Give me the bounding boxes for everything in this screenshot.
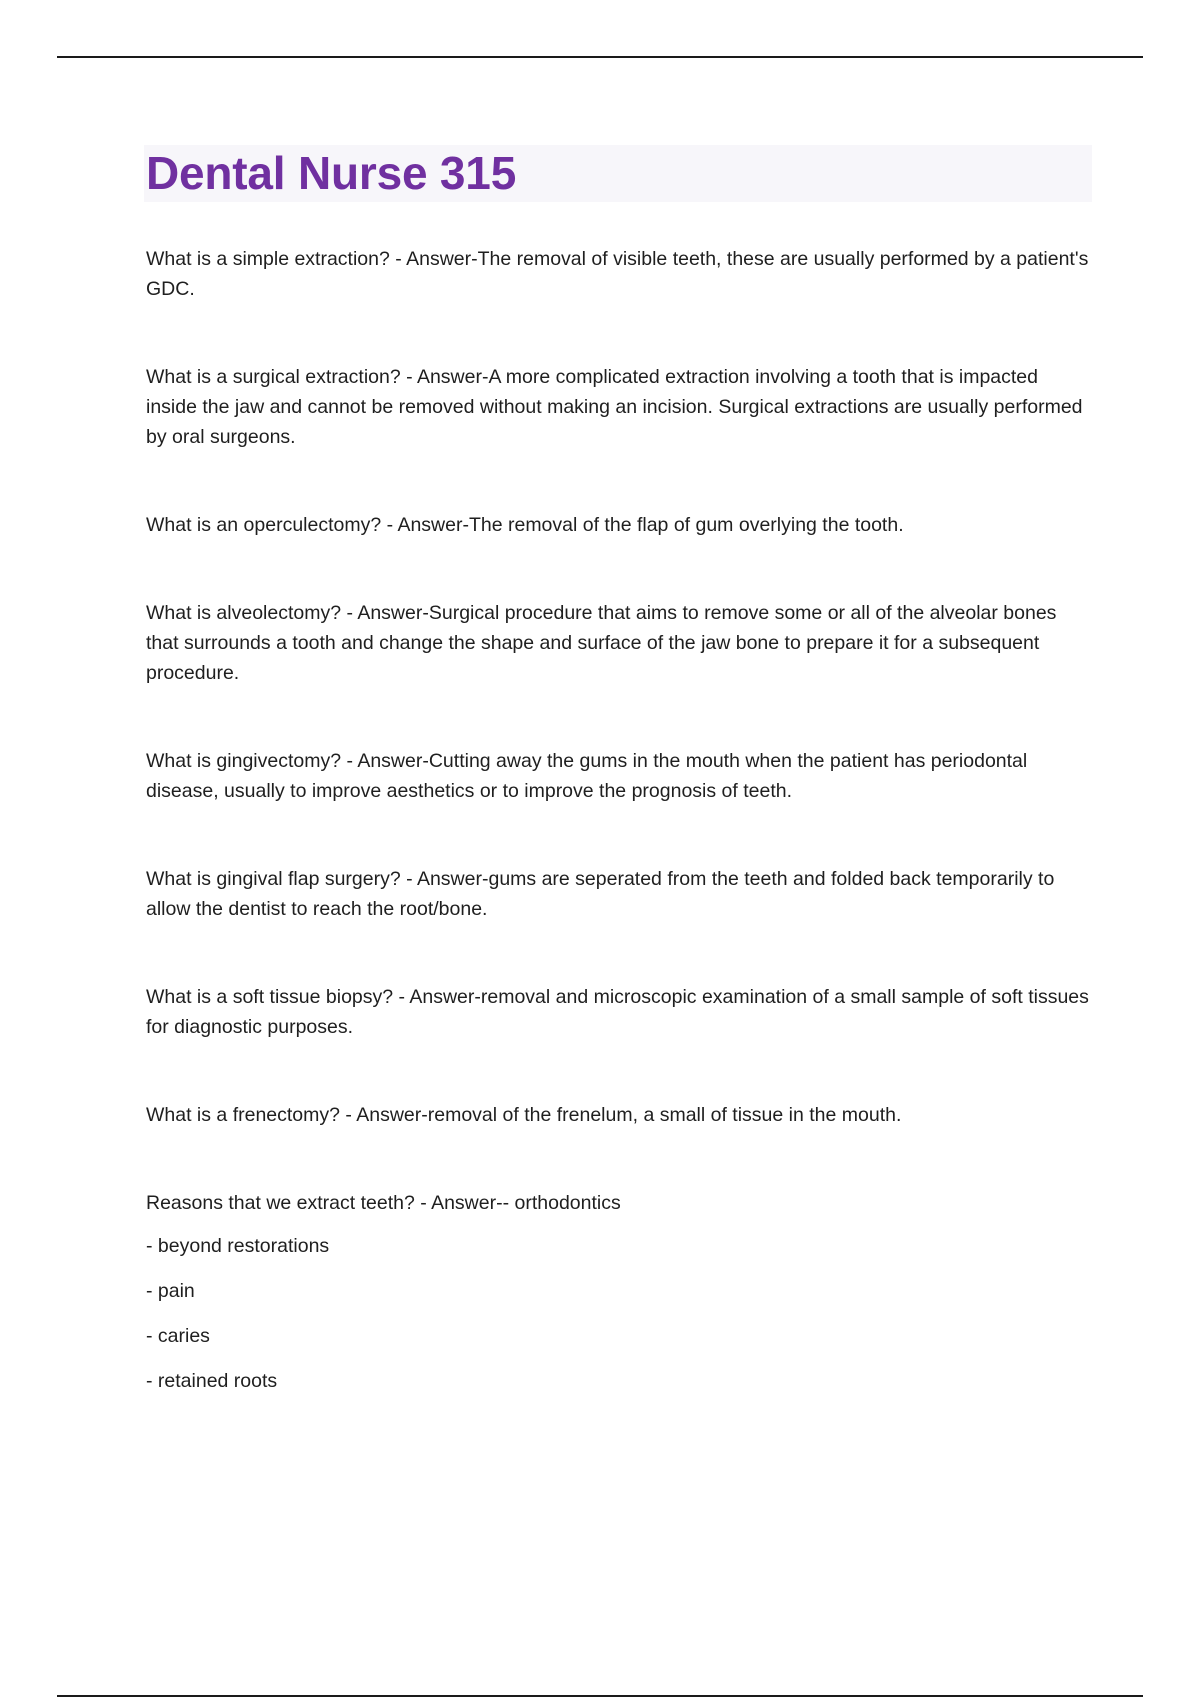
qa-item: What is a surgical extraction? - Answer-A more complicated extraction involving a tooth that is impacted inside the jaw and cannot be removed without making an incision. Surgical extractions are usually performed by oral surgeons. [146,366,1083,448]
list-item: - beyond restorations [146,1235,330,1257]
top-rule [57,56,1143,58]
list-item: - retained roots [146,1370,278,1392]
qa-item: What is a simple extraction? - Answer-The removal of visible teeth, these are usually performed by a patient's GDC. [146,248,1089,300]
reasons-question: Reasons that we extract teeth? - Answer-- orthodontics [146,1192,621,1214]
qa-item: What is alveolectomy? - Answer-Surgical procedure that aims to remove some or all of the alveolar bones that surrounds a tooth and change the shape and surface of the jaw bone to prepare it for a subsequent procedure. [146,602,1057,684]
qa-item: What is gingival flap surgery? - Answer-gums are seperated from the teeth and folded back temporarily to allow the dentist to reach the root/bone. [146,868,1055,920]
document-title: Dental Nurse 315 [146,147,517,199]
bottom-rule [57,1695,1143,1697]
qa-item: What is an operculectomy? - Answer-The removal of the flap of gum overlying the tooth. [146,514,904,536]
qa-item: What is gingivectomy? - Answer-Cutting away the gums in the mouth when the patient has periodontal disease, usually to improve aesthetics or to improve the prognosis of teeth. [146,750,1028,802]
list-item: - pain [146,1280,195,1302]
qa-item: What is a soft tissue biopsy? - Answer-removal and microscopic examination of a small sample of soft tissues for diagnostic purposes. [146,986,1089,1038]
document-body [146,244,1091,1411]
title-banner [144,145,1092,202]
list-item: - caries [146,1325,210,1347]
qa-item: What is a frenectomy? - Answer-removal of the frenelum, a small of tissue in the mouth. [146,1104,902,1126]
reasons-list [146,1231,1091,1396]
